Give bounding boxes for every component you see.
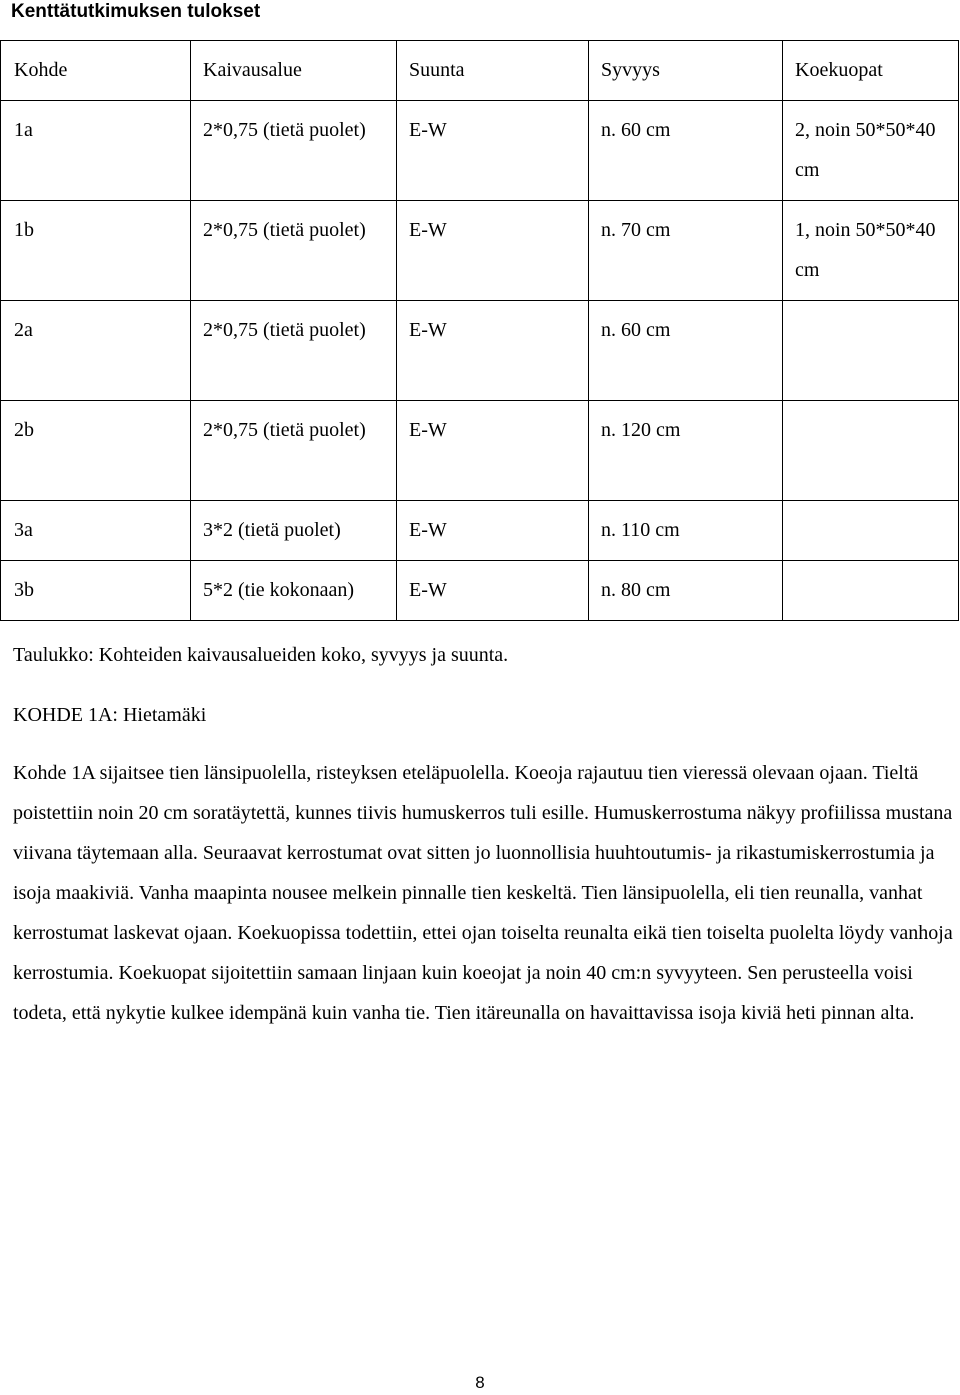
table-cell: E-W [397, 561, 589, 621]
page-number: 8 [475, 1373, 485, 1392]
table-cell: n. 110 cm [589, 501, 783, 561]
section-title: KOHDE 1A: Hietamäki [13, 704, 207, 726]
table-header-row [1, 41, 959, 101]
table-cell: 2*0,75 (tietä puolet) [191, 401, 397, 501]
table-cell: E-W [397, 301, 589, 401]
column-header: Syvyys [589, 41, 783, 101]
table-row [1, 101, 959, 201]
table-cell: E-W [397, 501, 589, 561]
table-cell: 2a [1, 301, 191, 401]
table-cell: 2*0,75 (tietä puolet) [191, 101, 397, 201]
table-cell: 1b [1, 201, 191, 301]
column-header: Koekuopat [783, 41, 959, 101]
table-cell: 1a [1, 101, 191, 201]
page-heading: Kenttätutkimuksen tulokset [11, 1, 261, 22]
table-cell [783, 301, 959, 401]
table-row [1, 301, 959, 401]
table-cell: n. 60 cm [589, 101, 783, 201]
table-cell [783, 501, 959, 561]
column-header: Kaivausalue [191, 41, 397, 101]
body-paragraph: Kohde 1A sijaitsee tien länsipuolella, risteyksen eteläpuolella. Koeoja rajautuu tien vieressä olevaan ojaan. Tieltä poistettiin noin 20 cm soratäytettä, kunnes tiivis humuskerros tuli esille. Humuskerrostuma näkyy profiilissa mustana viivana täytemaan alla. Seuraavat kerrostumat ovat sitten jo luonnollisia huuhtoutumis- ja rikastumiskerrostumia ja isoja maakiviä. Vanha maapinta nousee melkein pinnalle tien keskeltä. Tien länsipuolella, eli tien reunalla, vanhat kerrostumat laskevat ojaan. Koekuopissa todettiin, ettei ojan toiselta reunalta eikä tien toiselta puolelta löydy vanhoja kerrostumia. Koekuopat sijoitettiin samaan linjaan kuin koeojat ja noin 40 cm:n syvyyteen. Sen perusteella voisi todeta, että nykytie kulkee idempänä kuin vanha tie. Tien itäreunalla on havaittavissa isoja kiviä heti pinnan alta. [13, 762, 953, 1024]
table-cell: n. 80 cm [589, 561, 783, 621]
table-cell: n. 70 cm [589, 201, 783, 301]
table-row [1, 561, 959, 621]
table-cell: E-W [397, 101, 589, 201]
table-cell [783, 401, 959, 501]
table-cell: E-W [397, 401, 589, 501]
column-header: Suunta [397, 41, 589, 101]
table-cell: 3a [1, 501, 191, 561]
table-cell: 3*2 (tietä puolet) [191, 501, 397, 561]
table-cell: 2*0,75 (tietä puolet) [191, 201, 397, 301]
table-cell [783, 561, 959, 621]
table-cell: 2, noin 50*50*40 cm [783, 101, 959, 201]
table-cell: 2b [1, 401, 191, 501]
table-row [1, 201, 959, 301]
table-cell: 1, noin 50*50*40 cm [783, 201, 959, 301]
table-caption: Taulukko: Kohteiden kaivausalueiden koko, syvyys ja suunta. [13, 644, 509, 666]
results-table [0, 40, 959, 621]
table-cell: 5*2 (tie kokonaan) [191, 561, 397, 621]
column-header: Kohde [1, 41, 191, 101]
table-cell: n. 60 cm [589, 301, 783, 401]
table-row [1, 501, 959, 561]
table-cell: 3b [1, 561, 191, 621]
table-cell: 2*0,75 (tietä puolet) [191, 301, 397, 401]
table-cell: E-W [397, 201, 589, 301]
table-cell: n. 120 cm [589, 401, 783, 501]
table-row [1, 401, 959, 501]
